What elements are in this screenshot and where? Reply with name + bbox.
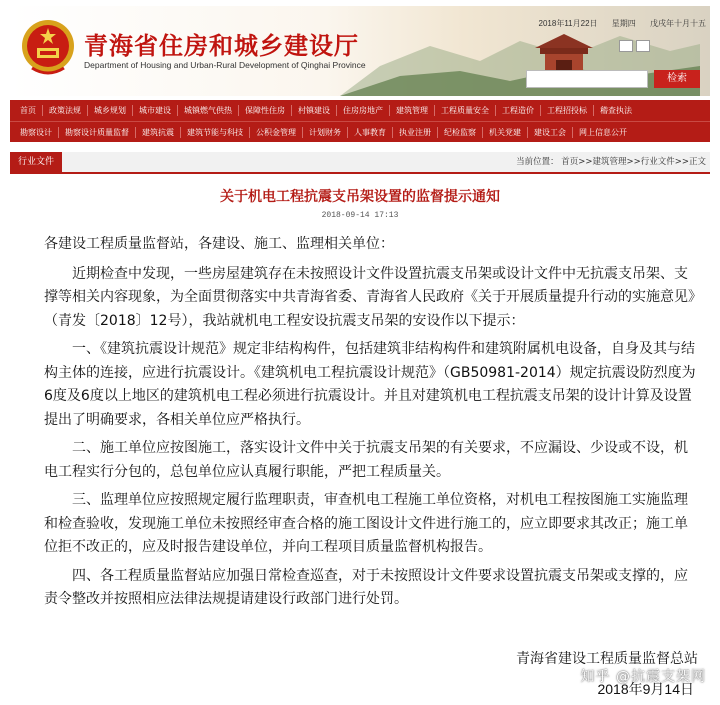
nav-item-real-estate[interactable]: 住房房地产 [337,105,390,116]
signature-organization: 青海省建设工程质量监督总站 [516,651,698,667]
nav-item-planning[interactable]: 城乡规划 [88,105,133,116]
nav-item-village-construction[interactable]: 村镇建设 [292,105,337,116]
nav-item-enforcement[interactable]: 稽查执法 [600,106,632,115]
nav-item-personnel[interactable]: 人事教育 [348,127,393,138]
nav-row-2 [10,121,710,143]
article-salutation: 各建设工程质量监督站，各建设、施工、监理相关单位： [44,236,394,252]
nav-item-registration[interactable]: 执业注册 [393,127,438,138]
nav-item-energy-saving[interactable]: 建筑节能与科技 [181,127,250,138]
nav-item-home[interactable]: 首页 [14,105,43,116]
nav-item-seismic[interactable]: 建筑抗震 [136,127,181,138]
nav-item-party[interactable]: 机关党建 [483,127,528,138]
article-date: 2018-09-14 17:13 [321,211,399,220]
article-paragraph: 四、各工程质量监督站应加强日常检查巡查，对于未按照设计文件要求设置抗震支吊架或支撑的，应责令整改并按照相应法律法规提请建设行政部门进行处罚。 [44,567,688,607]
site-subtitle: Department of Housing and Urban-Rural Development of Qinghai Province [84,60,366,70]
watermark: 知乎 @抗震支架网 [580,669,706,685]
nav-item-union[interactable]: 建设工会 [528,127,573,138]
nav-row-1 [10,100,710,121]
nav-item-quality-safety[interactable]: 工程质量安全 [435,105,496,116]
article-title: 关于机电工程抗震支吊架设置的监督提示通知 [220,189,500,205]
nav-item-policy[interactable]: 政策法规 [43,105,88,116]
site-title: 青海省住房和城乡建设厅 [84,32,359,60]
nav-item-discipline[interactable]: 纪检监察 [438,127,483,138]
language-switch [619,40,650,52]
current-date: 2018年11月22日 [538,19,598,28]
nav-item-survey-design[interactable]: 勘察设计 [14,127,59,138]
main-nav [10,100,710,142]
nav-item-provident-fund[interactable]: 公积金管理 [250,127,303,138]
article-paragraph: 一、《建筑抗震设计规范》规定非结构构件，包括建筑非结构构件和建筑附属机电设备，自身及其与结构主体的连接，应进行抗震设计。《建筑机电工程抗震设计规范》（GB50981-2014）规定抗震设防烈度为6度及6度以上地区的建筑机电工程必须进行抗震设计。并且对建筑机电工程抗震支吊架的设计计算及设置提出了明确要求，各相关单位应严格执行。 [44,341,696,428]
nav-item-info-disclosure[interactable]: 网上信息公开 [579,128,627,137]
nav-item-bidding[interactable]: 工程招投标 [541,105,594,116]
current-weekday: 星期四 [611,19,636,28]
nav-item-gas-heating[interactable]: 城镇燃气供热 [178,105,239,116]
nav-item-urban-construction[interactable]: 城市建设 [133,105,178,116]
breadcrumb[interactable]: 当前位置： 首页>>建筑管理>>行业文件>>正文 [516,157,706,167]
date-bar [527,18,706,29]
nav-item-affordable-housing[interactable]: 保障性住房 [239,105,292,116]
nav-item-building-management[interactable]: 建筑管理 [390,105,435,116]
nav-item-cost[interactable]: 工程造价 [496,105,541,116]
national-emblem-icon [20,18,76,78]
search-button[interactable]: 检索 [654,70,700,88]
nav-item-design-quality[interactable]: 勘察设计质量监督 [59,127,136,138]
breadcrumb-bar [10,152,710,174]
site-header [10,6,710,96]
lunar-date: 戊戌年十月十五 [650,19,706,28]
traditional-chinese-icon[interactable] [636,40,650,52]
nav-item-finance[interactable]: 计划财务 [303,127,348,138]
search-input[interactable] [526,70,648,88]
signature-date: 2018年9月14日 [597,681,694,697]
article-body [44,233,698,617]
article-paragraph: 近期检查中发现，一些房屋建筑存在未按照设计文件设置抗震支吊架或设计文件中无抗震支吊架、支撑等相关内容现象，为全面贯彻落实中共青海省委、青海省人民政府《关于开展质量提升行动的实施意见》（青发〔2018〕12号），我站就机电工程安设抗震支吊架的安设作以下提示： [44,265,695,329]
article-paragraph: 三、监理单位应按照规定履行监理职责，审查机电工程施工单位资格，对机电工程按图施工实施监理和检查验收，发现施工单位未按照经审查合格的施工图设计文件进行施工的，应立即要求其改正；施工单位拒不改正的，应及时报告建设单位，并向工程项目质量监督机构报告。 [44,492,688,555]
article-paragraph: 二、施工单位应按图施工，落实设计文件中关于抗震支吊架的有关要求，不应漏设、少设或不设，机电工程实行分包的，总包单位应认真履行职能，严把工程质量关。 [44,440,688,480]
section-tab[interactable]: 行业文件 [10,152,62,172]
simplified-chinese-icon[interactable] [619,40,633,52]
